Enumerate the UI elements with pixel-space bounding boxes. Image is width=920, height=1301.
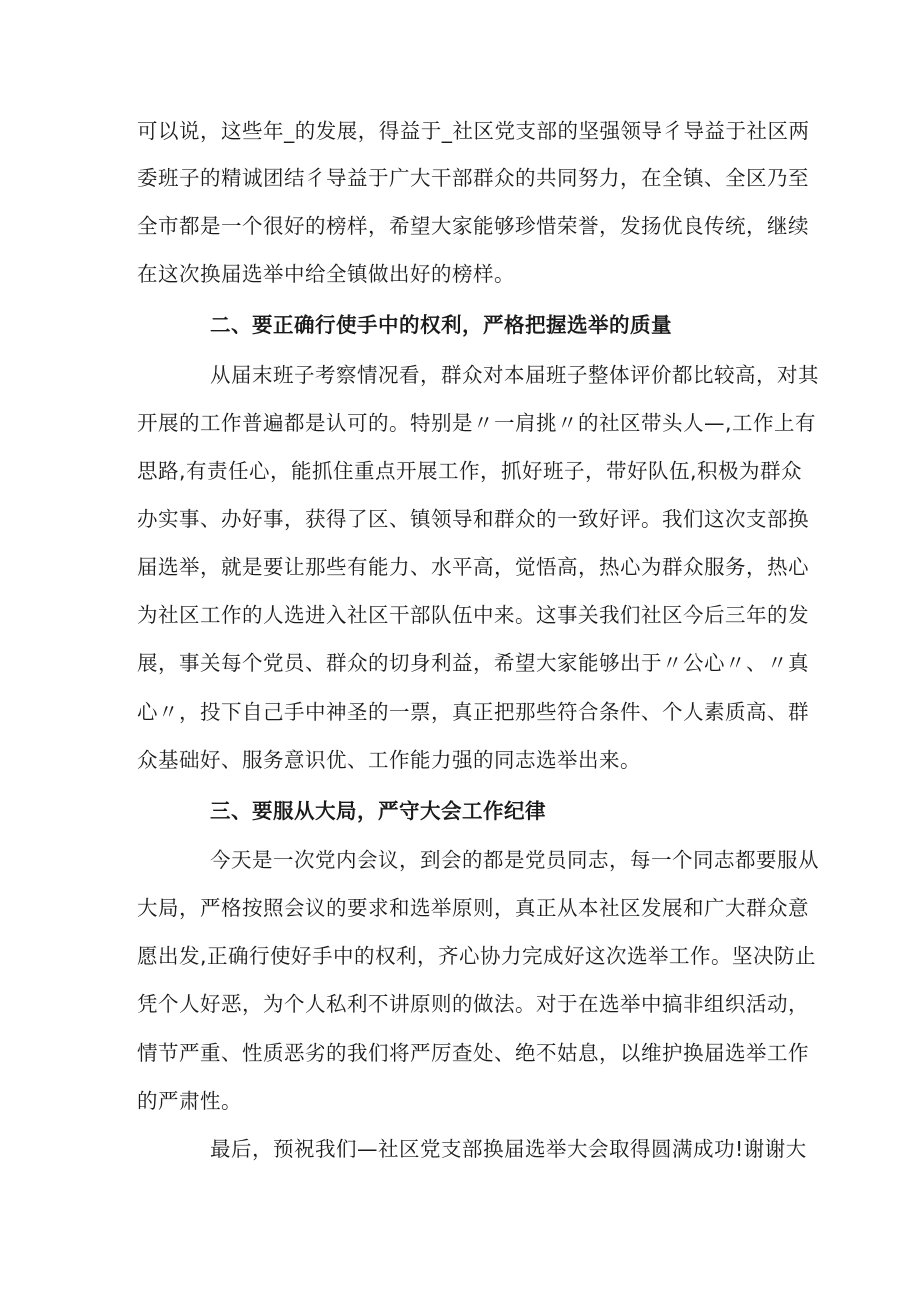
- paragraph-line: 众基础好、服务意识优、工作能力强的同志选举出来。: [137, 748, 641, 772]
- paragraph-line: 的严肃性。: [137, 1089, 242, 1113]
- paragraph-line: 最后，预祝我们—社区党支部换届选举大会取得圆满成功!谢谢大: [210, 1137, 807, 1161]
- paragraph-line: 展，事关每个党员、群众的切身利益，希望大家能够出于〃公心〃、〃真: [137, 651, 809, 675]
- paragraph-line: 从届末班子考察情况看，群众对本届班子整体评价都比较高，对其: [210, 363, 819, 387]
- paragraph-line: 思路,有责任心，能抓住重点开展工作，抓好班子，带好队伍,积极为群众: [137, 459, 803, 483]
- paragraph-line: 开展的工作普遍都是认可的。特别是〃一肩挑〃的社区带头人—,工作上有: [137, 411, 817, 435]
- section-heading: 三、要服从大局，严守大会工作纪律: [210, 799, 546, 823]
- paragraph-line: 大局，严格按照会议的要求和选举原则，真正从本社区发展和广大群众意: [137, 896, 809, 920]
- paragraph-line: 届选举，就是要让那些有能力、水平高，觉悟高，热心为群众服务，热心: [137, 555, 809, 579]
- paragraph-line: 今天是一次党内会议，到会的都是党员同志，每一个同志都要服从: [210, 848, 819, 872]
- paragraph-line: 全市都是一个很好的榜样，希望大家能够珍惜荣誉，发扬优良传统，继续: [137, 214, 809, 238]
- paragraph-line: 心〃，投下自己手中神圣的一票，真正把那些符合条件、个人素质高、群: [137, 700, 809, 724]
- paragraph-line: 情节严重、性质恶劣的我们将严厉查处、绝不姑息，以维护换届选举工作: [137, 1041, 809, 1065]
- paragraph-line: 可以说，这些年_的发展，得益于_社区党支部的坚强领导彳导益于社区两: [137, 119, 810, 143]
- paragraph-line: 愿出发,正确行使好手中的权利，齐心协力完成好这次选举工作。坚决防止: [137, 944, 817, 968]
- paragraph-line: 委班子的精诚团结彳导益于广大干部群众的共同努力，在全镇、全区乃至: [137, 166, 809, 190]
- paragraph-line: 办实事、办好事，获得了区、镇领导和群众的一致好评。我们这次支部换: [137, 507, 809, 531]
- section-heading: 二、要正确行使手中的权利，严格把握选举的质量: [210, 313, 672, 337]
- paragraph-line: 凭个人好恶，为个人私利不讲原则的做法。对于在选举中搞非组织活动，: [137, 992, 809, 1016]
- paragraph-line: 为社区工作的人选进入社区干部队伍中来。这事关我们社区今后三年的发: [137, 603, 809, 627]
- paragraph-line: 在这次换届选举中给全镇做出好的榜样。: [137, 262, 515, 286]
